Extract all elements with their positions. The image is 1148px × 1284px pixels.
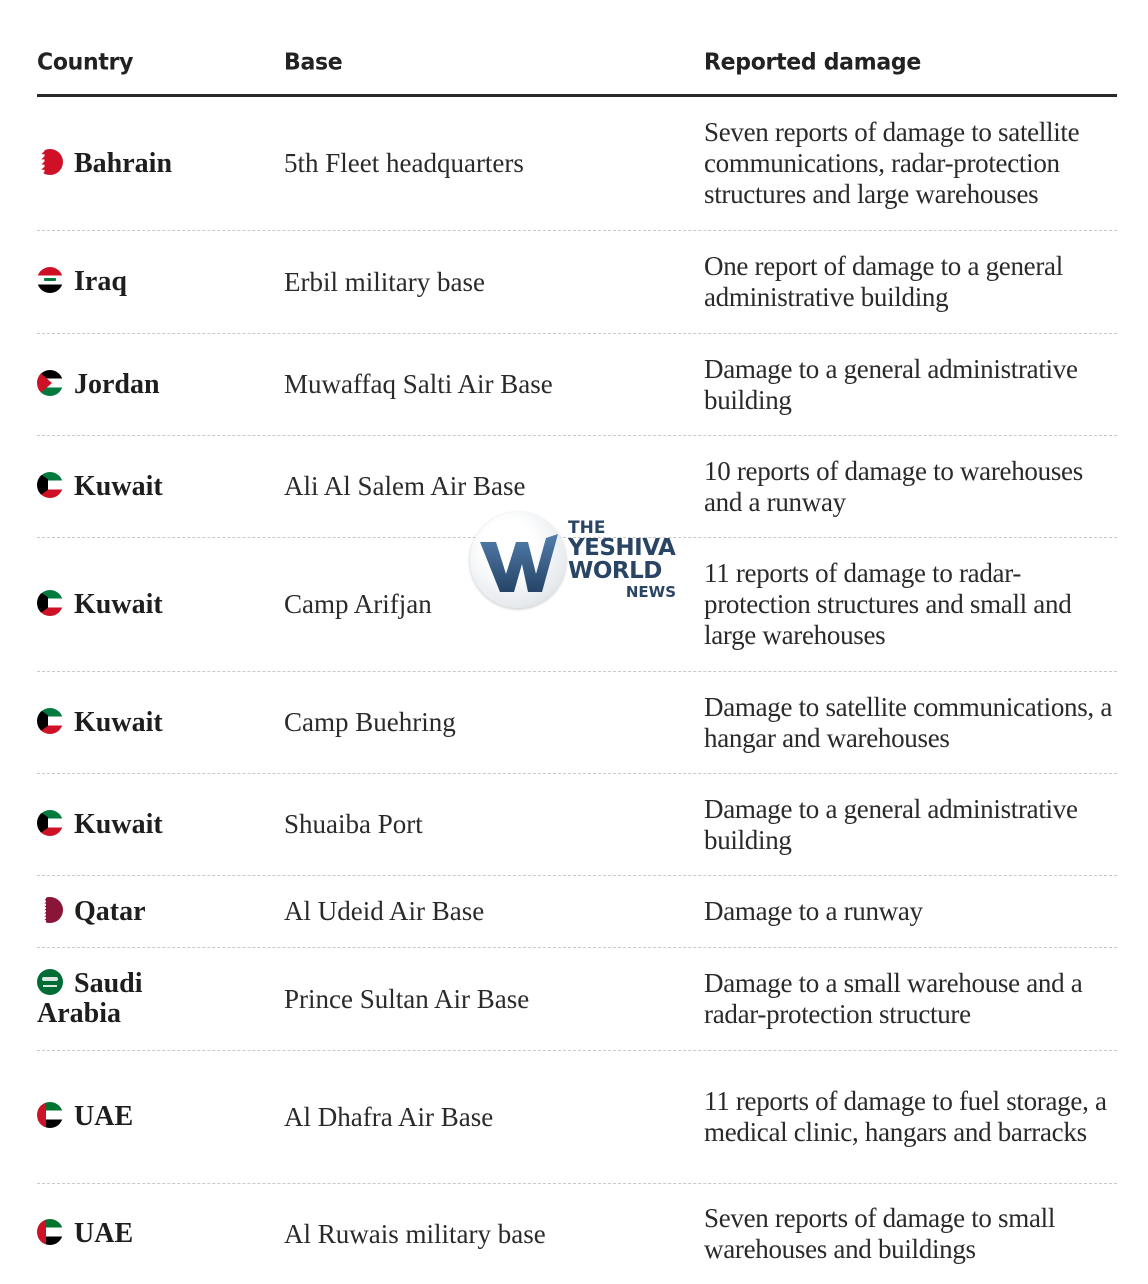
- country-name: Kuwait: [74, 588, 163, 620]
- damage-text: 11 reports of damage to fuel storage, a medical clinic, hangars and barracks: [704, 1086, 1107, 1147]
- header-base: Base: [284, 49, 343, 76]
- damage-text: Damage to a general administrative building: [704, 793, 1078, 855]
- damage-text: Damage to satellite communications, a hangar and warehouses: [704, 691, 1113, 753]
- table-row: [37, 948, 1117, 1051]
- damage-cell: [704, 948, 1119, 1050]
- base-name: Erbil military base: [284, 266, 485, 297]
- damage-cell: [704, 1184, 1119, 1284]
- base-name: Prince Sultan Air Base: [284, 983, 530, 1014]
- country-name: UAE: [74, 1218, 134, 1249]
- uae-flag-icon: [37, 1219, 63, 1245]
- damage-cell: [704, 334, 1119, 435]
- country-name: Saudi Arabia: [37, 968, 143, 1029]
- base-name: Camp Arifjan: [284, 589, 432, 619]
- table-row: [37, 231, 1117, 334]
- yeshiva-world-logo-icon: [470, 512, 566, 608]
- base-name: Shuaiba Port: [284, 809, 423, 839]
- kuwait-flag-icon: [37, 590, 63, 616]
- damage-cell: [704, 231, 1119, 333]
- country-name: Kuwait: [74, 808, 163, 840]
- damage-cell: [704, 672, 1119, 773]
- base-name: Al Dhafra Air Base: [284, 1101, 494, 1132]
- damage-cell: [704, 436, 1119, 537]
- country-cell: [37, 97, 277, 230]
- country-cell: [37, 231, 277, 333]
- country-name: Jordan: [74, 368, 160, 400]
- damage-text: Damage to a small warehouse and a radar-protection structure: [704, 968, 1083, 1029]
- country-label-group: [37, 1102, 133, 1132]
- country-label-group: [37, 969, 187, 1029]
- base-cell: [284, 948, 694, 1050]
- country-cell: [37, 774, 277, 875]
- bahrain-flag-icon: [37, 149, 63, 175]
- base-name: Al Udeid Air Base: [284, 896, 485, 926]
- damage-table: [37, 0, 1117, 1284]
- damage-text: Seven reports of damage to satellite communications, radar-protection structures and large warehouses: [704, 117, 1080, 209]
- table-row: [37, 97, 1117, 231]
- iraq-flag-icon: [37, 267, 63, 293]
- table-row: [37, 774, 1117, 876]
- country-label-group: [37, 472, 163, 502]
- header-country: Country: [37, 49, 134, 76]
- jordan-flag-icon: [37, 370, 63, 396]
- country-cell: [37, 948, 277, 1050]
- kuwait-flag-icon: [37, 472, 63, 498]
- damage-text: One report of damage to a general administrative building: [704, 251, 1063, 312]
- watermark-world: WORLD: [568, 558, 662, 584]
- country-name: Kuwait: [74, 470, 163, 502]
- country-cell: [37, 334, 277, 435]
- country-label-group: [37, 267, 127, 297]
- damage-text: 10 reports of damage to warehouses and a runway: [704, 455, 1083, 517]
- country-name: Kuwait: [74, 706, 163, 738]
- kuwait-flag-icon: [37, 810, 63, 836]
- watermark-news: NEWS: [625, 583, 676, 601]
- country-label-group: [37, 370, 160, 400]
- base-name: Ali Al Salem Air Base: [284, 471, 526, 501]
- uae-flag-icon: [37, 1102, 63, 1128]
- country-label-group: [37, 590, 163, 620]
- table-row: [37, 672, 1117, 774]
- country-label-group: [37, 897, 146, 927]
- watermark-text: [568, 520, 676, 600]
- damage-cell: [704, 538, 1119, 671]
- base-name: Al Ruwais military base: [284, 1218, 546, 1249]
- watermark-yeshiva: YESHIVA: [568, 535, 676, 561]
- country-label-group: [37, 1219, 133, 1249]
- base-cell: [284, 876, 694, 947]
- base-cell: [284, 97, 694, 230]
- base-cell: [284, 334, 694, 435]
- country-label-group: [37, 708, 163, 738]
- base-name: Camp Buehring: [284, 707, 456, 737]
- yeshiva-world-news-watermark: [470, 512, 685, 612]
- base-cell: [284, 231, 694, 333]
- table-row: [37, 876, 1117, 948]
- base-cell: [284, 774, 694, 875]
- country-name: UAE: [74, 1101, 134, 1132]
- base-name: Muwaffaq Salti Air Base: [284, 369, 553, 399]
- damage-cell: [704, 97, 1119, 230]
- country-cell: [37, 876, 277, 947]
- country-cell: [37, 1051, 277, 1183]
- country-cell: [37, 1184, 277, 1284]
- saudi-arabia-flag-icon: [37, 969, 63, 995]
- damage-text: Damage to a runway: [704, 896, 923, 926]
- kuwait-flag-icon: [37, 708, 63, 734]
- table-header: [37, 0, 1117, 97]
- base-cell: [284, 672, 694, 773]
- header-reported-damage: Reported damage: [704, 49, 921, 76]
- base-cell: [284, 1051, 694, 1183]
- table-row: [37, 1184, 1117, 1284]
- damage-cell: [704, 876, 1119, 947]
- damage-text: Damage to a general administrative building: [704, 353, 1078, 415]
- damage-text: Seven reports of damage to small warehouses and buildings: [704, 1203, 1056, 1264]
- table-row: [37, 334, 1117, 436]
- country-cell: [37, 672, 277, 773]
- country-name: Qatar: [74, 895, 146, 927]
- damage-text: 11 reports of damage to radar-protection structures and small and large warehouses: [704, 558, 1072, 650]
- qatar-flag-icon: [37, 897, 63, 923]
- watermark-the: THE: [568, 518, 606, 538]
- damage-cell: [704, 774, 1119, 875]
- base-cell: [284, 1184, 694, 1284]
- country-cell: [37, 538, 277, 671]
- country-cell: [37, 436, 277, 537]
- country-label-group: [37, 810, 163, 840]
- table-row: [37, 1051, 1117, 1184]
- country-name: Bahrain: [74, 147, 173, 179]
- country-name: Iraq: [74, 266, 127, 297]
- base-name: 5th Fleet headquarters: [284, 148, 524, 178]
- damage-cell: [704, 1051, 1119, 1183]
- country-label-group: [37, 149, 172, 179]
